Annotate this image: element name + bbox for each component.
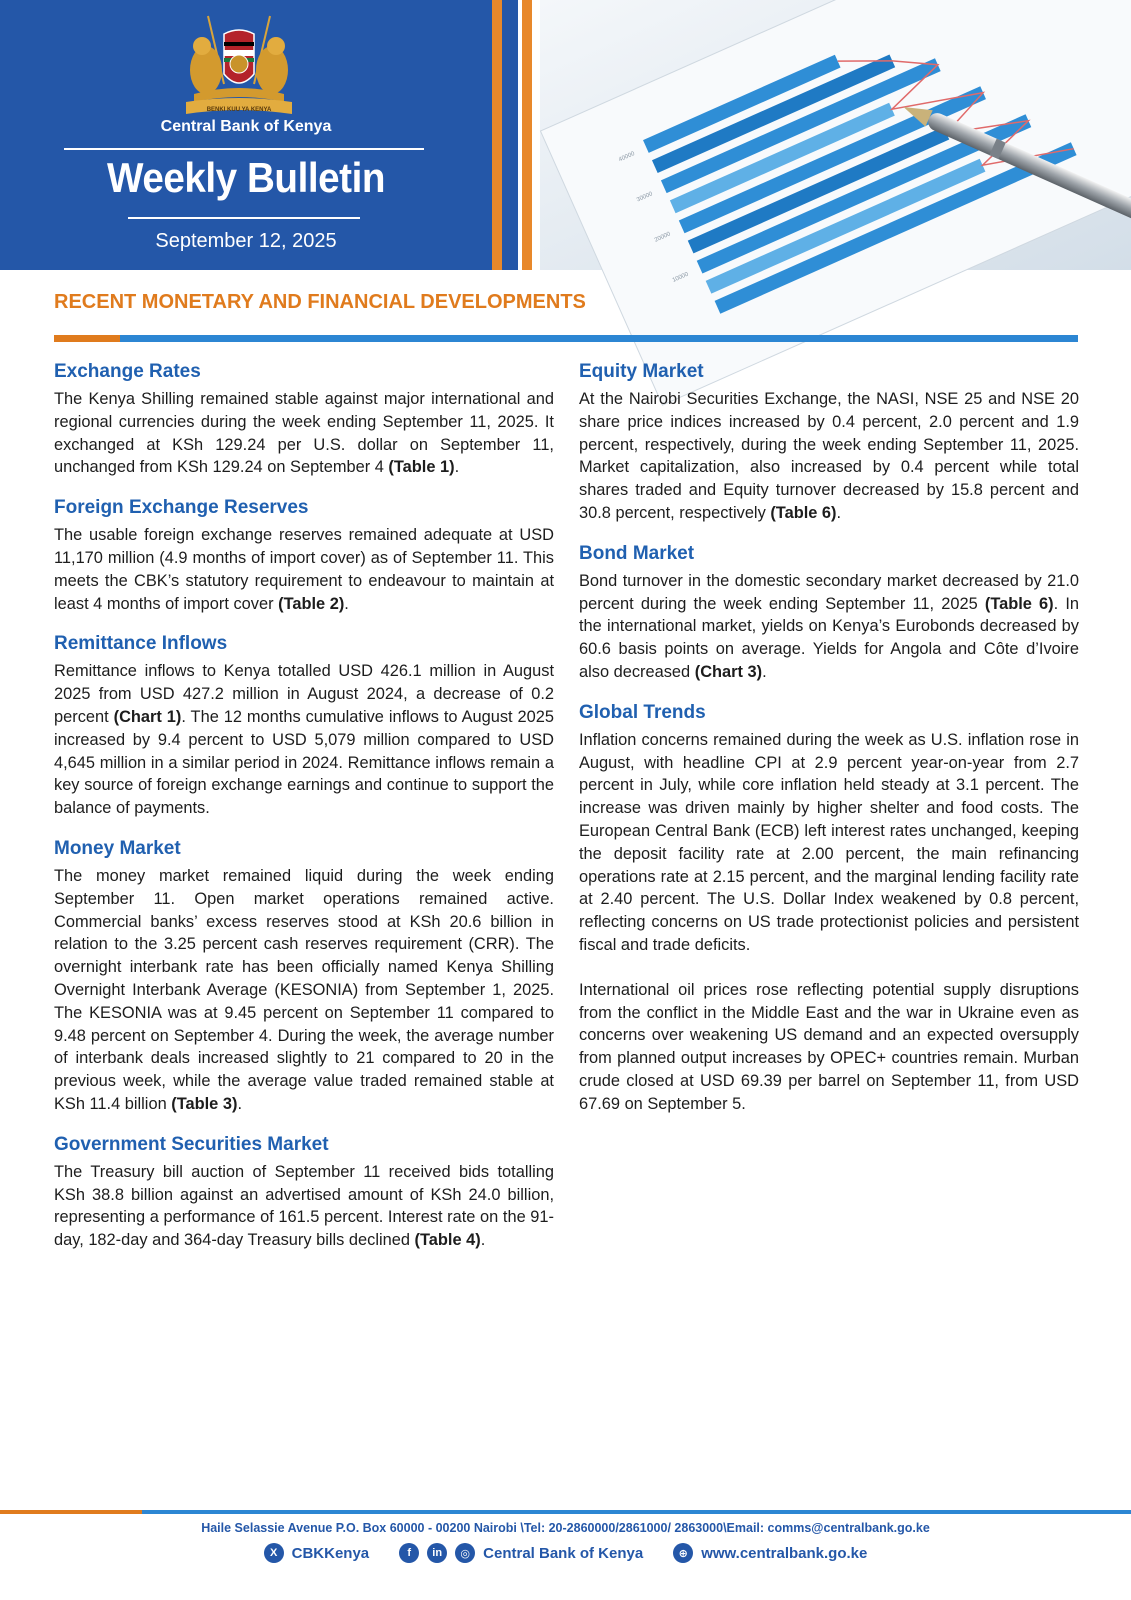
bulletin-date: September 12, 2025 xyxy=(155,230,337,252)
section-remittance-inflows xyxy=(54,632,554,820)
table-reference: (Table 6) xyxy=(770,503,837,522)
section-bond-market xyxy=(579,542,1079,684)
section-body: The Treasury bill auction of September 11 received bids totalling KSh 38.8 billion against an advertised amount of KSh 24.0 billion, representing a performance of 161.5 percent. Interest rate on the 91-day, 182-day and 364-day Treasury bills declined (Table 4). xyxy=(54,1162,554,1250)
heading-divider-bar xyxy=(54,335,1078,342)
section-body: At the Nairobi Securities Exchange, the NASI, NSE 25 and NSE 20 share price indices increased by 0.4 percent, 2.0 percent and 1.9 percent, respectively, during the week ending September 11, 2025. Market capitalization, also increased by 0.4 percent while total shares traded and Equity turnover decreased by 15.8 percent and 30.8 percent, respectively (Table 6). xyxy=(579,390,1079,522)
section-body: The money market remained liquid during the week ending September 11. Open market operations remained active. Commercial banks’ excess reserves stood at KSh 20.6 billion in relation to the 3.25 percent cash reserves requirement (CRR). The overnight interbank rate has been officially named Kenya Shilling Overnight Interbank Average (KESONIA) from September 1, 2025. The KESONIA was at 9.45 percent on September 11 compared to 9.48 percent on September 4. During the week, the average number of interbank deals increased slightly to 21 compared to 20 in the previous week, while the average value traded remained stable at KSh 11.4 billion (Table 3). xyxy=(54,866,554,1113)
footer-divider-bar xyxy=(0,1510,1131,1514)
section-exchange-rates xyxy=(54,360,554,479)
page-title: RECENT MONETARY AND FINANCIAL DEVELOPMENTS xyxy=(54,291,586,313)
section-title: Global Trends xyxy=(579,701,706,723)
section-fx-reserves xyxy=(54,496,554,615)
table-reference: (Table 3) xyxy=(171,1094,238,1113)
left-column xyxy=(54,360,554,1269)
table-reference: (Table 1) xyxy=(388,458,455,477)
svg-text:10000: 10000 xyxy=(671,271,690,284)
section-title: Exchange Rates xyxy=(54,361,201,382)
svg-text:20000: 20000 xyxy=(653,231,672,244)
section-title: Foreign Exchange Reserves xyxy=(54,497,309,519)
cbk-crest-logo xyxy=(180,12,298,116)
table-reference: (Table 4) xyxy=(414,1231,481,1250)
chart-reference: (Chart 3) xyxy=(694,662,763,681)
table-reference: (Table 2) xyxy=(278,594,345,613)
table-reference: (Table 6) xyxy=(984,594,1054,613)
website-link[interactable]: www.centralbank.go.ke xyxy=(701,1544,868,1562)
section-body-paragraph-1: Inflation concerns remained during the week as U.S. inflation rose in August, with headline CPI at 2.9 percent year-on-year from 2.7 percent in July, while core inflation held steady at 3.1 percent. The increase was driven mainly by higher shelter and food costs. The European Central Bank (ECB) left interest rates unchanged, keeping the deposit facility rate at 2.00 percent, the main refinancing operations rate at 2.15 percent, and the marginal lending facility rate at 2.40 percent. The U.S. Dollar Index weakened by 0.8 percent, reflecting concerns on US trade protectionist policies and persistent fiscal and trade deficits. xyxy=(579,730,1079,954)
section-title: Bond Market xyxy=(579,542,695,564)
footer-contact-address: Haile Selassie Avenue P.O. Box 60000 - 00200 Nairobi \Tel: 20-2860000/2861000/ 2863000\Email: comms@centralbank.go.ke xyxy=(201,1521,930,1535)
header-brand-panel xyxy=(0,0,492,270)
section-money-market xyxy=(54,837,554,1116)
section-title: Equity Market xyxy=(579,361,704,382)
section-body: Remittance inflows to Kenya totalled USD 426.1 million in August 2025 from USD 427.2 million in August 2024, a decrease of 0.2 percent (Chart 1). The 12 months cumulative inflows to August 2025 increased by 9.4 percent to USD 5,079 million compared to USD 4,645 million in a similar period in 2024. Remittance inflows remain a key source of foreign exchange earnings and continue to support the balance of payments. xyxy=(54,662,554,818)
instagram-icon[interactable]: ◎ xyxy=(455,1543,475,1563)
linkedin-icon[interactable]: in xyxy=(427,1543,447,1563)
footer-social-links xyxy=(0,1543,1131,1563)
header-divider xyxy=(64,148,424,150)
section-government-securities xyxy=(54,1133,554,1252)
section-title: Remittance Inflows xyxy=(54,633,228,655)
crest-motto: BENKI KUU YA KENYA xyxy=(206,107,272,113)
social-account-name-link[interactable]: Central Bank of Kenya xyxy=(483,1544,644,1562)
facebook-icon[interactable]: f xyxy=(399,1543,419,1563)
section-title: Money Market xyxy=(54,837,181,859)
section-equity-market xyxy=(579,360,1079,525)
header-chart-photo xyxy=(540,0,1131,284)
section-body: Bond turnover in the domestic secondary market decreased by 21.0 percent during the week ending September 11, 2025 (Table 6). In the international market, yields on Kenya’s Eurobonds decreased by 60.6 basis points on average. Yields for Angola and Côte d’Ivoire also decreased (Chart 3). xyxy=(579,571,1080,681)
x-icon[interactable]: X xyxy=(264,1543,284,1563)
decorative-bar-chart-image xyxy=(540,0,1131,284)
section-title: Government Securities Market xyxy=(54,1133,329,1155)
section-body-paragraph-2: International oil prices rose reflecting potential supply disruptions from the conflict in the Middle East and the war in Ukraine even as concerns over weakening US demand and an expected oversupply from planned output increases by OPEC+ countries remain. Murban crude closed at USD 69.39 per barrel on September 11, from USD 67.69 on September 5. xyxy=(579,980,1079,1113)
header-divider-short xyxy=(128,217,360,219)
globe-icon[interactable]: ⊕ xyxy=(673,1543,693,1563)
section-body: The Kenya Shilling remained stable against major international and regional currencies during the week ending September 11, 2025. It exchanged at KSh 129.24 per U.S. dollar on September 11, unchanged from KSh 129.24 on September 4 (Table 1). xyxy=(54,390,554,477)
svg-text:40000: 40000 xyxy=(618,151,636,164)
section-global-trends xyxy=(579,701,1079,1116)
header-accent-stripes xyxy=(492,0,540,270)
svg-text:30000: 30000 xyxy=(635,191,654,204)
section-body: The usable foreign exchange reserves remained adequate at USD 11,170 million (4.9 months of import cover) as of September 11. This meets the CBK’s statutory requirement to endeavour to maintain at least 4 months of import cover (Table 2). xyxy=(54,526,554,613)
bulletin-title: Weekly Bulletin xyxy=(107,154,385,201)
chart-reference: (Chart 1) xyxy=(113,707,182,726)
right-column xyxy=(579,360,1079,1133)
bulletin-header xyxy=(0,0,1131,284)
x-handle-link[interactable]: CBKKenya xyxy=(291,1544,370,1562)
org-name: Central Bank of Kenya xyxy=(160,118,332,135)
